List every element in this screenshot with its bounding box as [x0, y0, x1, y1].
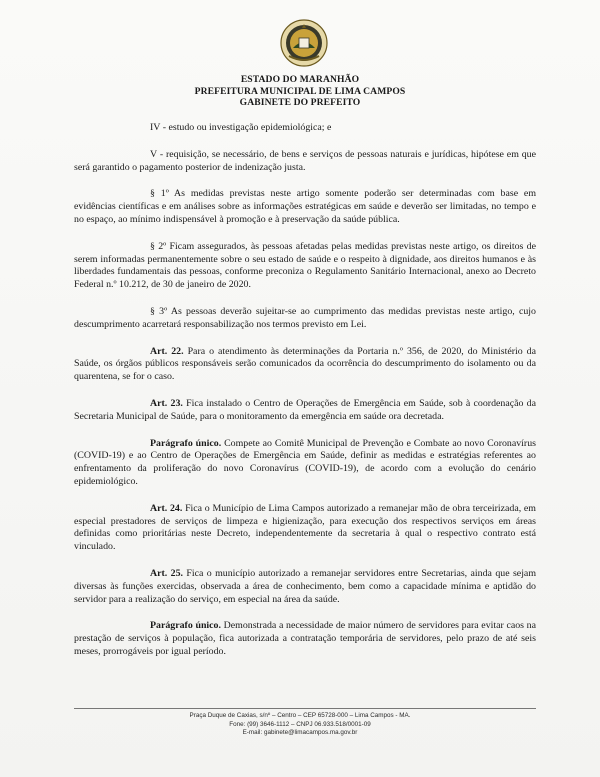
- document-body: [74, 122, 536, 659]
- article-24-text: Fica o Município de Lima Campos autorizado a remanejar mão de obra terceirizada, em especial prestadores de serviços de limpeza e higienização, para execução dos respectivos serviços em áreas definidas como prioritárias neste Decreto, independentemente da secretaria à qual o respectivo contrato está vinculado.: [74, 502, 536, 553]
- state-name: ESTADO DO MARANHÃO: [240, 74, 360, 85]
- footer-phone: Fone: (99) 3646-1112 – CNPJ 06.933.518/0001-09: [229, 720, 371, 728]
- article-24-label: Art. 24.: [150, 502, 183, 514]
- prefecture-name: PREFEITURA MUNICIPAL DE LIMA CAMPOS: [194, 85, 406, 97]
- article-23-text: Fica instalado o Centro de Operações de Emergência em Saúde, sob à coordenação da Secretaria Municipal de Saúde, para o monitoramento da emergência em saúde ora decretada.: [74, 397, 536, 422]
- article-23-label: Art. 23.: [150, 397, 183, 409]
- paragraph-1: § 1º As medidas previstas neste artigo somente poderão ser determinadas com base em evidências científicas e em análises sobre as informações estratégicas em saúde e deverão ser limitadas, no tempo e no espaço, ao mínimo indispensável à promoção e à preservação da saúde pública.: [74, 188, 536, 225]
- article-24: [74, 503, 536, 554]
- paragraph-2: § 2º Ficam assegurados, às pessoas afetadas pelas medidas previstas neste artigo, os direitos de serem informadas permanentemente sobre o seu estado de saúde e o respeito à dignidade, aos direitos humanos e às liberdades fundamentais das pessoas, conforme preconiza o Regulamento Sanitário Internacional, anexo ao Decreto Federal n.º 10.212, de 30 de janeiro de 2020.: [74, 240, 536, 291]
- sole-paragraph-1-label: Parágrafo único.: [150, 437, 222, 449]
- sole-paragraph-2: [74, 620, 536, 658]
- footer-divider: [74, 708, 536, 709]
- sole-paragraph-2-label: Parágrafo único.: [150, 620, 221, 632]
- footer: [0, 712, 600, 738]
- footer-email: E-mail: gabinete@limacampos.ma.gov.br: [242, 729, 358, 737]
- article-22: [74, 346, 536, 384]
- article-23: [74, 398, 536, 424]
- footer-address: Praça Duque de Caxias, s/nº – Centro – CEP 65728-000 – Lima Campos - MA.: [189, 712, 411, 719]
- sole-paragraph-1: [74, 438, 536, 489]
- office-name: GABINETE DO PREFEITO: [239, 97, 361, 109]
- sole-paragraph-1-text: Compete ao Comitê Municipal de Prevenção e Combate ao novo Coronavírus (COVID-19) e ao Centro de Operações de Emergência em Saúde, definir as medidas e estratégias referentes ao enfrentamento da proliferação do novo Coronavírus (COVID-19), de acordo com a evolução do cenário epidemiológico.: [74, 437, 536, 487]
- article-25-text: Fica o município autorizado a remanejar servidores entre Secretarias, ainda que sejam diversas às funções exercidas, observada a área de conhecimento, bem como a capacidade mínima e aptidão do servidor para a realização do serviço, em especial na área da saúde.: [74, 567, 536, 605]
- article-25-label: Art. 25.: [150, 567, 184, 579]
- item-v: V - requisição, se necessário, de bens e serviços de pessoas naturais e jurídicas, hipótese em que será garantido o pagamento posterior de indenização justa.: [74, 148, 536, 173]
- municipal-coat-of-arms-icon: [279, 18, 329, 68]
- letterhead: [0, 74, 600, 109]
- sole-paragraph-2-text: Demonstrada a necessidade de maior número de servidores para evitar caos na prestação de serviços à população, fica autorizada a contratação temporária de servidores, pelo prazo de até seis meses, prorrogáveis por igual período.: [74, 620, 536, 657]
- item-iv: IV - estudo ou investigação epidemiológica; e: [150, 122, 332, 133]
- paragraph-3: § 3º As pessoas deverão sujeitar-se ao cumprimento das medidas previstas neste artigo, cujo descumprimento acarretará responsabilização nos termos previsto em Lei.: [74, 305, 536, 330]
- article-22-label: Art. 22.: [150, 345, 184, 357]
- article-25: [74, 568, 536, 606]
- article-22-text: Para o atendimento às determinações da Portaria n.º 356, de 2020, do Ministério da Saúde, os órgãos públicos responsáveis serão comunicados da ocorrência do descumprimento do isolamento ou da quarentena, se for o caso.: [74, 345, 536, 383]
